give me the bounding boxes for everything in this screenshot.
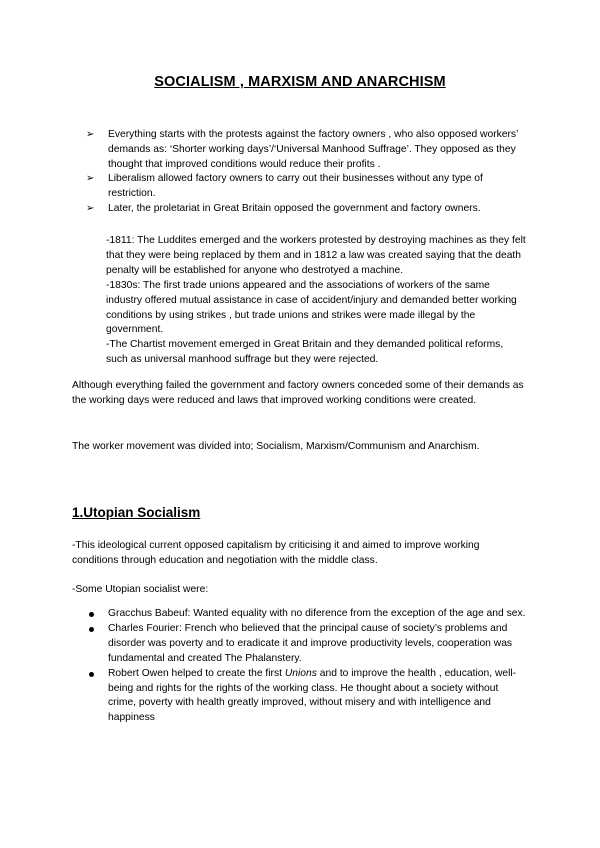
timeline-entry-1830s: -1830s: The first trade unions appeared and the associations of workers of the same industry offered mutual assistance in case of accident/injury and demanded better working conditions by using strikes , but trade unions and strikes were made illegal by the government. <box>106 279 517 336</box>
page-title: SOCIALISM , MARXISM AND ANARCHISM <box>154 74 446 90</box>
list-item-babeuf: Gracchus Babeuf: Wanted equality with no diference from the exception of the age and sex. <box>88 607 526 622</box>
arrow-bullet-icon: ➢ <box>86 173 95 185</box>
unions-italic: Unions <box>284 667 317 679</box>
list-item-text: Liberalism allowed factory owners to carry out their businesses without any type of restriction. <box>108 173 483 200</box>
intro-arrow-list <box>86 128 526 217</box>
bullet-dot-icon <box>89 627 94 632</box>
list-item-fourier: Charles Fourier: French who believed that the principal cause of society’s problems and disorder was poverty and to eradicate it and improve productivity levels, cooperation was fundamental and created The Phalanstery. <box>88 622 526 667</box>
bullet-dot-icon <box>89 612 94 617</box>
paragraph-divided: The worker movement was divided into; Socialism, Marxism/Communism and Anarchism. <box>72 441 480 452</box>
timeline-block <box>106 234 526 368</box>
list-item-owen: Robert Owen helped to create the first Unions and to improve the health , education, well-being and rights for the rights of the working class. He thought about a society without crime, poverty with health greatly improved, without misery and with intelligence and happiness <box>88 667 526 727</box>
arrow-bullet-icon: ➢ <box>86 129 95 140</box>
list-item-text: Later, the proletariat in Great Britain opposed the government and factory owners. <box>108 202 481 214</box>
bullet-dot-icon <box>89 672 94 677</box>
section-heading: 1.Utopian Socialism <box>72 505 201 520</box>
socialists-list <box>88 607 526 726</box>
arrow-bullet-icon: ➢ <box>86 202 95 214</box>
timeline-entry-chartist: -The Chartist movement emerged in Great Britain and they demanded political reforms, such as universal manhood suffrage but they were rejected. <box>106 339 504 366</box>
paragraph-current: -This ideological current opposed capitalism by criticising it and aimed to improve working conditions through education and negotiation with the middle class. <box>72 540 480 566</box>
timeline-entry-1811: -1811: The Luddites emerged and the workers protested by destroying machines as they felt that they were being replaced by them and in 1812 a law was created saying that the death penalty will be established for anyone who destrotyed a machine. <box>106 235 526 276</box>
list-item <box>86 172 526 202</box>
paragraph-some: -Some Utopian socialist were: <box>72 584 209 595</box>
list-item <box>86 202 526 217</box>
paragraph-failed: Although everything failed the government and factory owners conceded some of their demands as the working days were reduced and laws that improved working conditions were created. <box>72 380 524 406</box>
list-item-text: Everything starts with the protests against the factory owners , who also opposed workers’ demands as: ‘Shorter working days’/‘Universal Manhood Suffrage’. They opposed as they thought that improved conditions would reduce their profits . <box>108 129 518 170</box>
list-item <box>86 128 526 172</box>
